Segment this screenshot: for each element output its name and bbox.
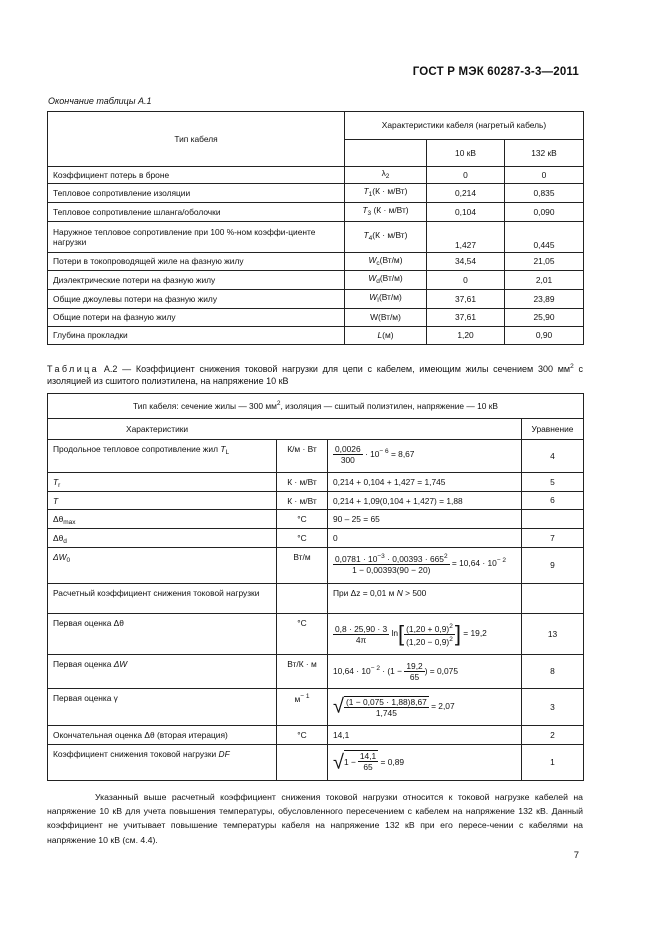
row-label: Общие джоулевы потери на фазную жилу (48, 290, 345, 309)
row-label: Первая оценка ΔW (48, 655, 277, 689)
row-symbol: L(м) (345, 327, 427, 345)
row-formula: При Δz = 0,01 м N > 500 (328, 584, 522, 614)
row-symbol: $W_I(Вт/м)$ (345, 290, 427, 309)
table-row (48, 203, 584, 222)
table-a2 (47, 393, 584, 781)
table-row (48, 492, 584, 510)
table-a2-caption: Таблица А.2 — Коэффициент снижения токовой нагрузки для цепи с кабелем, имеющим жилы сечением 300 $мм^2$ с изоляцией из сшитого полиэтилена, на напряжение 10 кВ (47, 363, 583, 386)
row-label: $\Delta W_0$ (48, 548, 277, 584)
table-row (48, 167, 584, 184)
row-label: $\Delta\theta_d$ (48, 529, 277, 548)
table-row (48, 327, 584, 345)
value-10kv: 37,61 (427, 309, 505, 327)
table-row (48, 440, 584, 473)
row-formula: √ 1 − $\frac{14,1}{65}$ = 0,89 (328, 745, 522, 781)
row-symbol: $T_4(К \cdot м/Вт)$ (345, 222, 427, 253)
col-header-equation: Уравнение (522, 419, 584, 440)
row-label: Коэффициент потерь в броне (48, 167, 345, 184)
row-label: Расчетный коэффициент снижения токовой нагрузки (48, 584, 277, 614)
page-number: 7 (573, 850, 579, 861)
row-unit: °С (277, 510, 328, 529)
row-unit: °С (277, 529, 328, 548)
value-132kv: 0,445 (505, 222, 584, 253)
table-row (48, 222, 584, 253)
col-header-characteristics: Характеристики кабеля (нагретый кабель) (345, 112, 584, 140)
value-10kv: 0,214 (427, 184, 505, 203)
table-row (48, 290, 584, 309)
table-row (48, 548, 584, 584)
row-symbol: $T_1(К \cdot м/Вт)$ (345, 184, 427, 203)
row-label: Тепловое сопротивление шланга/оболочки (48, 203, 345, 222)
table-row (48, 584, 584, 614)
row-unit: К/м · Вт (277, 440, 328, 473)
row-symbol: $\lambda_2$ (345, 167, 427, 184)
row-label: Первая оценка γ (48, 689, 277, 726)
row-formula: 90 – 25 = 65 (328, 510, 522, 529)
row-label: $T_r$ (48, 473, 277, 492)
row-unit (277, 584, 328, 614)
equation-number: 13 (522, 614, 584, 655)
row-formula: $\frac{0,0026}{300}$ · $10^{- 6} = 8,67$ (328, 440, 522, 473)
row-formula: $10,64 \cdot 10^{- 2} \cdot (1$ − $\frac{19,2}{65}$ ) = 0,075 (328, 655, 522, 689)
equation-number: 2 (522, 726, 584, 745)
equation-number: 6 (522, 492, 584, 510)
equation-number (522, 584, 584, 614)
row-symbol: W(Вт/м) (345, 309, 427, 327)
sqrt-icon: √ (333, 751, 344, 773)
col-header-characteristics: Характеристики (48, 419, 522, 440)
col-header-blank (345, 140, 427, 167)
value-132kv: 2,01 (505, 271, 584, 290)
row-label: $\Delta\theta_{max}$ (48, 510, 277, 529)
row-formula: $\frac{0,0781 \cdot 10^{-3} \cdot 0,00393 \cdot 665^2}{1 - 0,00393(90 - 20)}$ = $10,64 \cdot 10^{- 2}$ (328, 548, 522, 584)
value-10kv: 0,104 (427, 203, 505, 222)
table-row (48, 510, 584, 529)
value-10kv: 1,20 (427, 327, 505, 345)
table-row (48, 614, 584, 655)
standard-header: ГОСТ Р МЭК 60287-3-3—2011 (412, 66, 579, 78)
table-row (48, 529, 584, 548)
value-132kv: 0,90 (505, 327, 584, 345)
row-formula: √ $\frac{(1 - 0,075 \cdot 1,88)8,67}{1,745}$ = 2,07 (328, 689, 522, 726)
row-label: Коэффициент снижения токовой нагрузки DF (48, 745, 277, 781)
value-132kv: 23,89 (505, 290, 584, 309)
row-label: Продольное тепловое сопротивление жил $T_L$ (48, 440, 277, 473)
table-row (48, 184, 584, 203)
row-label: Наружное тепловое сопротивление при 100 %-ном коэффи-циенте нагрузки (48, 222, 345, 253)
row-formula: 14,1 (328, 726, 522, 745)
value-10kv: 1,427 (427, 222, 505, 253)
row-label: Общие потери на фазную жилу (48, 309, 345, 327)
value-132kv: 0 (505, 167, 584, 184)
equation-number: 8 (522, 655, 584, 689)
value-132kv: 0,090 (505, 203, 584, 222)
row-symbol: $W_d(Вт/м)$ (345, 271, 427, 290)
row-formula: 0 (328, 529, 522, 548)
value-10kv: 37,61 (427, 290, 505, 309)
col-header-10kv: 10 кВ (427, 140, 505, 167)
equation-number (522, 510, 584, 529)
table-a1 (47, 111, 584, 345)
equation-number: 3 (522, 689, 584, 726)
equation-number: 1 (522, 745, 584, 781)
table-row (48, 689, 584, 726)
row-unit: °С (277, 614, 328, 655)
col-header-cable-type: Тип кабеля (48, 112, 345, 167)
table-row (48, 655, 584, 689)
sqrt-icon: √ (333, 695, 344, 718)
row-unit: К · м/Вт (277, 473, 328, 492)
table-row (48, 473, 584, 492)
table-row (48, 253, 584, 271)
table-row (48, 271, 584, 290)
row-formula: 0,214 + 0,104 + 1,427 = 1,745 (328, 473, 522, 492)
row-label: Первая оценка Δθ (48, 614, 277, 655)
row-unit: Вт/К · м (277, 655, 328, 689)
table-a2-title: Тип кабеля: сечение жилы — 300 $мм^2$, изоляция — сшитый полиэтилен, напряжение — 10 кВ (48, 394, 584, 419)
value-132kv: 0,835 (505, 184, 584, 203)
row-formula: $\frac{0,8 \cdot 25,90 \cdot 3}{4\pi}$ ln[ $\frac{(1,20 + 0,9)^2}{(1,20 - 0,9)^2}$ ] = 19,2 (328, 614, 522, 655)
row-unit: Вт/м (277, 548, 328, 584)
value-10kv: 34,54 (427, 253, 505, 271)
equation-number: 4 (522, 440, 584, 473)
row-label: Тепловое сопротивление изоляции (48, 184, 345, 203)
row-label: Окончательная оценка Δθ (вторая итерация) (48, 726, 277, 745)
row-symbol: $W_c(Вт/м)$ (345, 253, 427, 271)
table-row (48, 309, 584, 327)
value-10kv: 0 (427, 271, 505, 290)
row-unit (277, 745, 328, 781)
value-132kv: 25,90 (505, 309, 584, 327)
equation-number: 9 (522, 548, 584, 584)
equation-number: 7 (522, 529, 584, 548)
col-header-132kv: 132 кВ (505, 140, 584, 167)
row-label: Потери в токопроводящей жиле на фазную жилу (48, 253, 345, 271)
row-unit: °С (277, 726, 328, 745)
value-10kv: 0 (427, 167, 505, 184)
row-unit: $м^{- 1}$ (277, 689, 328, 726)
row-label: T (48, 492, 277, 510)
table-row (48, 726, 584, 745)
table-continuation-label: Окончание таблицы А.1 (48, 96, 152, 106)
row-label: Глубина прокладки (48, 327, 345, 345)
row-symbol: $T_3$ (К · м/Вт) (345, 203, 427, 222)
table-row (48, 745, 584, 781)
row-label: Диэлектрические потери на фазную жилу (48, 271, 345, 290)
value-132kv: 21,05 (505, 253, 584, 271)
equation-number: 5 (522, 473, 584, 492)
row-unit: К · м/Вт (277, 492, 328, 510)
explanatory-paragraph: Указанный выше расчетный коэффициент снижения токовой нагрузки относится к токовой нагрузке кабелей на напряжение 10 кВ для учета повышения температуры, обусловленного пересечением с кабелем на напряжение 132 кВ. Данный коэффициент не учитывает повышение температуры кабеля на напряжение 132 кВ при его пересе-чении с кабелями на напряжение 10 кВ (см. 4.4). (47, 792, 583, 845)
row-formula: 0,214 + 1,09(0,104 + 1,427) = 1,88 (328, 492, 522, 510)
